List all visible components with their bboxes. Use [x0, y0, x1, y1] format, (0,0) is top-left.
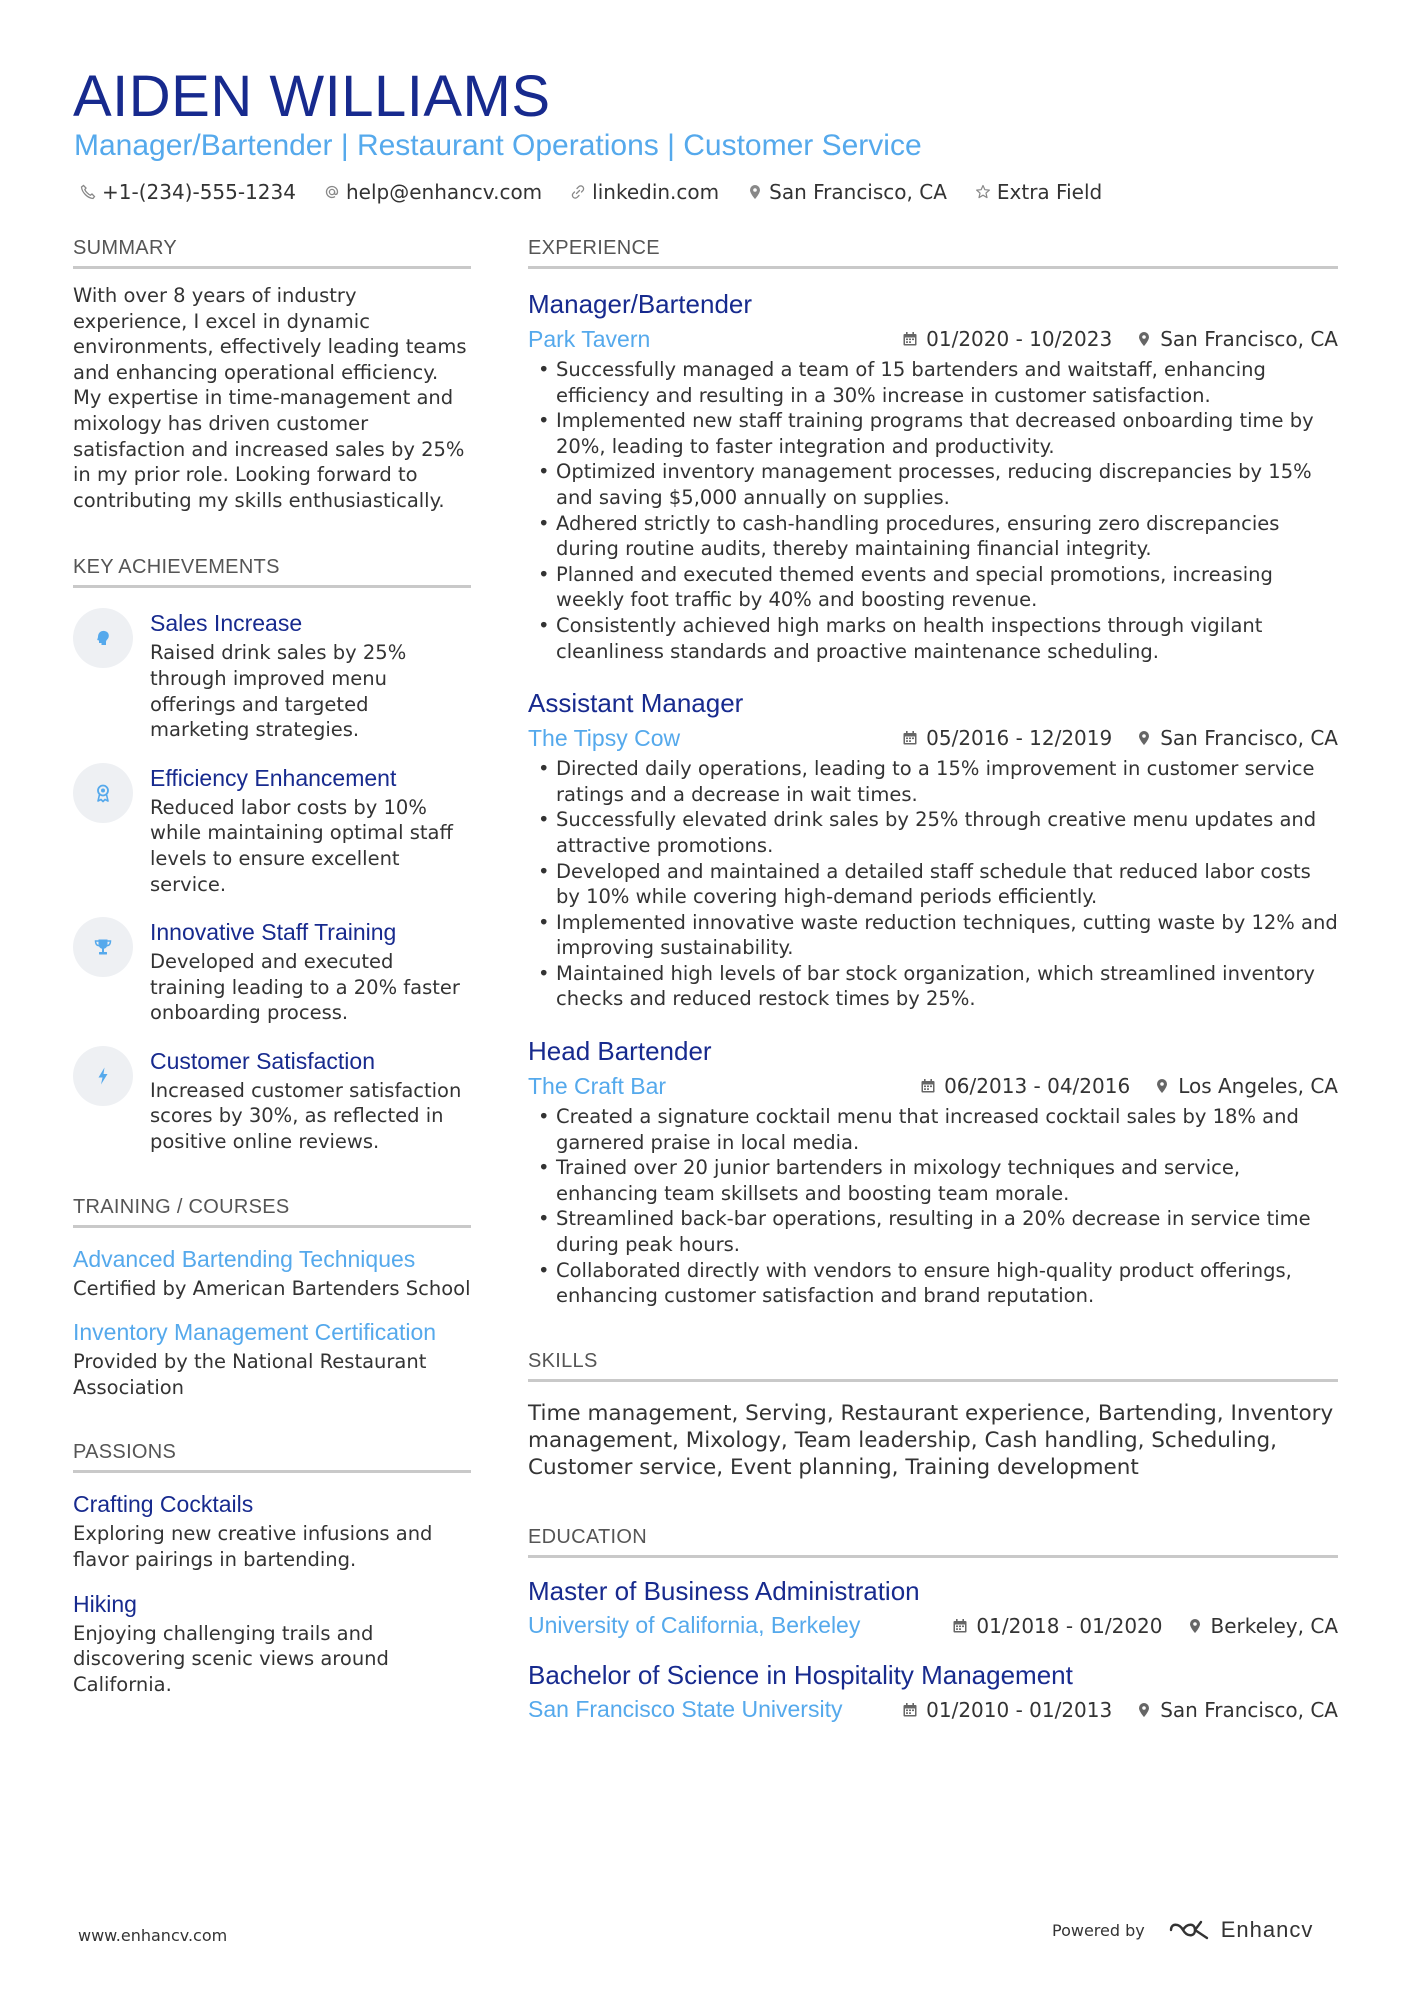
- bullet-item: • Developed and maintained a detailed staff schedule that reduced labor costs by 10% while covering high-demand periods efficiently.: [528, 859, 1338, 910]
- calendar-icon: [902, 1702, 918, 1718]
- summary-heading: SUMMARY: [73, 236, 471, 269]
- job-title: Assistant Manager: [528, 688, 744, 719]
- bullet-item: • Implemented new staff training programs that decreased onboarding time by 20%, leading to faster integration and productivity.: [528, 408, 1338, 459]
- degree-title: Master of Business Administration: [528, 1575, 920, 1606]
- course-desc: Certified by American Bartenders School: [73, 1276, 471, 1300]
- education-section: [528, 1525, 1338, 1726]
- contact-location-text: San Francisco, CA: [769, 180, 947, 204]
- bullet-item: • Consistently achieved high marks on health inspections through vigilant cleanliness standards and proactive maintenance scheduling.: [528, 613, 1338, 664]
- passions-heading: PASSIONS: [73, 1440, 471, 1473]
- passion-desc: Exploring new creative infusions and flavor pairings in bartending.: [73, 1522, 433, 1572]
- contact-phone[interactable]: [80, 180, 296, 204]
- job-bullets: [528, 357, 1338, 664]
- job-location: Los Angeles, CA: [1178, 1074, 1338, 1099]
- calendar-icon: [952, 1618, 968, 1634]
- education-entry: [528, 1658, 1338, 1726]
- course-item: [73, 1244, 471, 1302]
- enhancv-logo-icon: [1167, 1917, 1213, 1943]
- bullet-item: • Collaborated directly with vendors to ensure high-quality product offerings, enhancing customer satisfaction and brand reputation.: [528, 1258, 1338, 1309]
- achievement-title: Efficiency Enhancement: [150, 764, 397, 791]
- skills-heading: SKILLS: [528, 1349, 1338, 1382]
- location-pin-icon: [1154, 1078, 1170, 1094]
- bullet-item: • Maintained high levels of bar stock organization, which streamlined inventory checks and reduced restock times by 25%.: [528, 961, 1338, 1012]
- bullet-item: • Adhered strictly to cash-handling procedures, ensuring zero discrepancies during routine audits, thereby maintaining financial integrity.: [528, 511, 1338, 562]
- training-section: [73, 1195, 471, 1401]
- calendar-icon: [902, 730, 918, 746]
- school-name: San Francisco State University: [528, 1696, 843, 1723]
- education-location: Berkeley, CA: [1210, 1613, 1338, 1638]
- contact-email[interactable]: [324, 180, 542, 204]
- passion-title: Hiking: [73, 1590, 137, 1617]
- location-pin-icon: [1136, 730, 1152, 746]
- degree-title: Bachelor of Science in Hospitality Management: [528, 1659, 1073, 1690]
- summary-text: With over 8 years of industry experience, I excel in dynamic environments, effectively leading teams and enhancing operational efficiency. My expertise in time-management and mixology has driven customer satisfaction and increased sales by 25% in my prior role. Looking forward to contributing my skills enthusiastically.: [73, 284, 467, 512]
- bullet-item: • Planned and executed themed events and special promotions, increasing weekly foot traffic by 40% and boosting revenue.: [528, 562, 1338, 613]
- job-bullets: [528, 1104, 1338, 1309]
- achievement-title: Customer Satisfaction: [150, 1047, 375, 1074]
- location-pin-icon: [1136, 331, 1152, 347]
- passion-item: [73, 1589, 471, 1698]
- bullet-item: • Optimized inventory management processes, reducing discrepancies by 15% and saving $5,000 annually on supplies.: [528, 459, 1338, 510]
- job-entry: [528, 287, 1338, 664]
- brand-name: Enhancv: [1220, 1917, 1314, 1942]
- company-name: The Tipsy Cow: [528, 724, 681, 751]
- achievement-item: [73, 608, 471, 742]
- phone-icon: [80, 184, 96, 200]
- location-pin-icon: [1187, 1618, 1203, 1634]
- achievement-desc: Raised drink sales by 25% through improved menu offerings and targeted marketing strategies.: [150, 641, 407, 742]
- right-column: [528, 236, 1338, 1726]
- star-icon: [975, 184, 991, 200]
- bullet-item: • Trained over 20 junior bartenders in mixology techniques and service, enhancing team skillsets and boosting team morale.: [528, 1155, 1338, 1206]
- job-title: Manager/Bartender: [528, 289, 753, 319]
- contact-linkedin-text: linkedin.com: [592, 180, 720, 204]
- education-heading: EDUCATION: [528, 1525, 1338, 1558]
- contact-extra-text: Extra Field: [996, 180, 1103, 204]
- candidate-headline: Manager/Bartender | Restaurant Operations | Customer Service: [74, 129, 922, 162]
- achievement-item: [73, 763, 471, 897]
- contact-bar: [80, 178, 1130, 206]
- achievement-desc: Reduced labor costs by 10% while maintaining optimal staff levels to ensure excellent service.: [150, 795, 453, 896]
- experience-heading: EXPERIENCE: [528, 236, 1338, 269]
- bullet-item: • Successfully elevated drink sales by 25% through creative menu updates and attractive promotions.: [528, 807, 1338, 858]
- passions-section: [73, 1440, 471, 1697]
- trophy-icon: [73, 917, 133, 977]
- contact-extra: [975, 180, 1102, 204]
- lightning-bolt-icon: [73, 1046, 133, 1106]
- achievement-item: [73, 917, 471, 1026]
- bullet-item: • Implemented innovative waste reduction techniques, cutting waste by 12% and improving sustainability.: [528, 910, 1338, 961]
- job-title: Head Bartender: [528, 1036, 712, 1067]
- job-entry: [528, 1034, 1338, 1309]
- course-title: Advanced Bartending Techniques: [73, 1245, 416, 1272]
- course-desc: Provided by the National Restaurant Association: [73, 1350, 427, 1399]
- award-ribbon-icon: [73, 763, 133, 823]
- education-dates: 01/2018 - 01/2020: [976, 1613, 1163, 1638]
- achievements-section: [73, 555, 471, 1154]
- footer-website[interactable]: www.enhancv.com: [78, 1926, 228, 1945]
- calendar-icon: [902, 331, 918, 347]
- passion-item: [73, 1489, 471, 1572]
- company-name: Park Tavern: [528, 325, 651, 352]
- footer-branding: [1052, 1917, 1313, 1943]
- brain-icon: [73, 608, 133, 668]
- job-entry: [528, 686, 1338, 1012]
- skills-section: [528, 1349, 1338, 1481]
- achievements-heading: KEY ACHIEVEMENTS: [73, 555, 471, 588]
- summary-section: [73, 236, 471, 513]
- achievement-title: Innovative Staff Training: [150, 919, 397, 946]
- candidate-name: AIDEN WILLIAMS: [73, 64, 551, 129]
- course-title: Inventory Management Certification: [73, 1319, 437, 1346]
- experience-section: [528, 236, 1338, 1309]
- course-item: [73, 1317, 471, 1400]
- training-heading: TRAINING / COURSES: [73, 1195, 471, 1228]
- school-name: University of California, Berkeley: [528, 1612, 861, 1639]
- job-dates: 05/2016 - 12/2019: [926, 726, 1113, 751]
- contact-location: [747, 180, 947, 204]
- achievement-title: Sales Increase: [150, 610, 303, 637]
- brand-logo[interactable]: [1167, 1917, 1314, 1943]
- education-entry: [528, 1574, 1338, 1642]
- skills-text: Time management, Serving, Restaurant experience, Bartending, Inventory management, Mixology, Team leadership, Cash handling, Scheduling, Customer service, Event planning, Training development: [528, 1400, 1334, 1480]
- location-pin-icon: [1136, 1702, 1152, 1718]
- achievement-desc: Developed and executed training leading to a 20% faster onboarding process.: [150, 950, 460, 1025]
- company-name: The Craft Bar: [528, 1072, 667, 1099]
- job-bullets: [528, 756, 1338, 1012]
- contact-linkedin[interactable]: [570, 180, 719, 204]
- passion-title: Crafting Cocktails: [73, 1491, 254, 1518]
- contact-email-text: help@enhancv.com: [345, 180, 543, 204]
- bullet-item: • Successfully managed a team of 15 bartenders and waitstaff, enhancing efficiency and resulting in a 30% increase in customer satisfaction.: [528, 357, 1338, 408]
- education-dates: 01/2010 - 01/2013: [926, 1697, 1113, 1722]
- bullet-item: • Directed daily operations, leading to a 15% improvement in customer service ratings and a decrease in wait times.: [528, 756, 1338, 807]
- link-icon: [570, 184, 586, 200]
- job-location: San Francisco, CA: [1160, 327, 1338, 351]
- location-pin-icon: [747, 184, 763, 200]
- left-column: [73, 236, 471, 1697]
- education-location: San Francisco, CA: [1160, 1697, 1338, 1722]
- job-location: San Francisco, CA: [1160, 726, 1338, 751]
- job-dates: 06/2013 - 04/2016: [944, 1074, 1131, 1099]
- bullet-item: • Streamlined back-bar operations, resulting in a 20% decrease in service time during peak hours.: [528, 1206, 1338, 1257]
- contact-phone-text: +1-(234)-555-1234: [102, 180, 296, 204]
- bullet-item: • Created a signature cocktail menu that increased cocktail sales by 18% and garnered praise in local media.: [528, 1104, 1338, 1155]
- achievement-item: [73, 1046, 471, 1155]
- passion-desc: Enjoying challenging trails and discovering scenic views around California.: [73, 1621, 389, 1696]
- powered-by-label: Powered by: [1052, 1920, 1145, 1940]
- job-dates: 01/2020 - 10/2023: [926, 327, 1113, 351]
- achievement-desc: Increased customer satisfaction scores by 30%, as reflected in positive online reviews.: [150, 1078, 462, 1154]
- at-icon: [324, 184, 340, 200]
- calendar-icon: [920, 1078, 936, 1094]
